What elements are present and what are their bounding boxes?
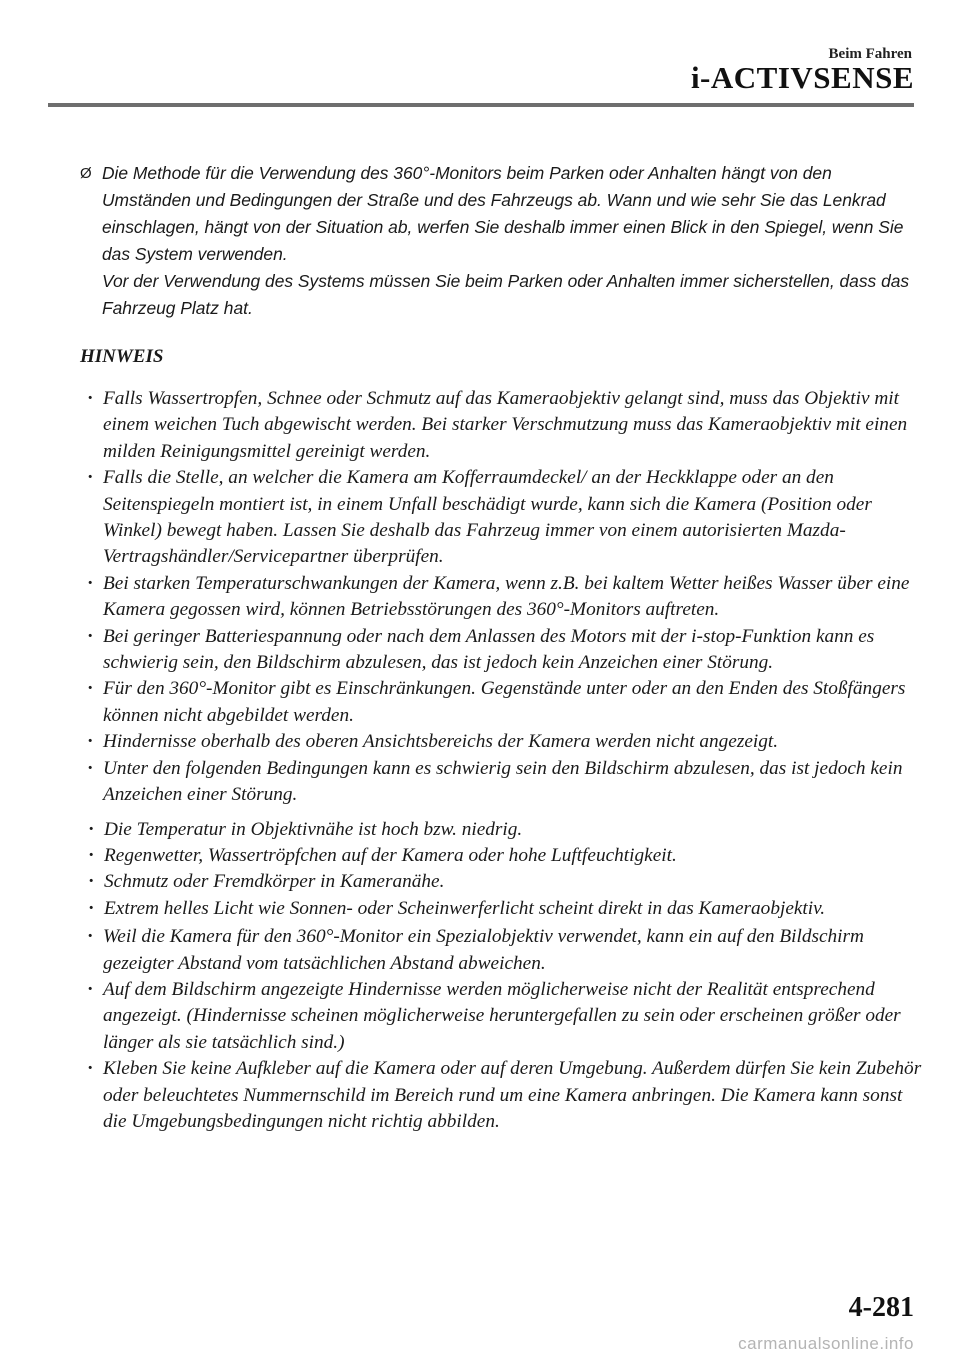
- list-item: · Bei starken Temperaturschwankungen der Kamera, wenn z.B. bei kaltem Wetter heißes Wasser über eine Kamera gegossen wird, können Betriebsstörungen des 360°-Monitors auftreten.: [87, 571, 927, 624]
- chapter-title: i-ACTIVSENSE: [690, 60, 914, 95]
- note-heading: HINWEIS: [80, 346, 164, 367]
- header-rule: [48, 103, 914, 107]
- section-label: Beim Fahren: [828, 46, 912, 62]
- sublist-item: · Die Temperatur in Objektivnähe ist hoch bzw. niedrig.: [88, 817, 927, 843]
- page-header: [0, 0, 960, 110]
- caution-paragraph: Vor der Verwendung des Systems müssen Sie beim Parken oder Anhalten immer sicherstellen, dass das Fahrzeug Platz hat.: [102, 271, 910, 318]
- list-item: · Falls die Stelle, an welcher die Kamera am Kofferraumdeckel/ an der Heckklappe oder an den Seitenspiegeln montiert ist, in einem Unfall beschädigt wurde, kann sich die Kamera (Position oder Winkel) bewegt haben. Lassen Sie deshalb das Fahrzeug immer von einem autorisierten Mazda-Vertragshändler/Servicepartner überprüfen.: [87, 465, 927, 571]
- caution-block: [80, 160, 920, 322]
- list-item: · Kleben Sie keine Aufkleber auf die Kamera oder auf deren Umgebung. Außerdem dürfen Sie kein Zubehör oder beleuchtetes Nummernschild im Bereich rund um eine Kamera anbringen. Die Kamera kann sonst die Umgebungsbedingungen nicht richtig abbilden.: [87, 1056, 927, 1135]
- condition-sublist: [88, 809, 927, 925]
- watermark: carmanualsonline.info: [738, 1334, 914, 1353]
- arrow-marker-icon: Ø: [80, 165, 92, 182]
- sublist-item: · Schmutz oder Fremdkörper in Kameranähe.: [88, 869, 927, 895]
- list-item: · Weil die Kamera für den 360°-Monitor ein Spezialobjektiv verwendet, kann ein auf den Bildschirm gezeigter Abstand vom tatsächlichen Abstand abweichen.: [87, 924, 927, 977]
- caution-paragraph: Die Methode für die Verwendung des 360°-Monitors beim Parken oder Anhalten hängt von den Umständen und Bedingungen der Straße und des Fahrzeugs ab. Wann und wie sehr Sie das Lenkrad einschlagen, hängt von der Situation ab, werfen Sie deshalb immer einen Blick in den Spiegel, wenn Sie das System verwenden.: [102, 163, 904, 264]
- list-item: · Für den 360°-Monitor gibt es Einschränkungen. Gegenstände unter oder an den Enden des Stoßfängers können nicht abgebildet werden.: [87, 676, 927, 729]
- list-item: · Auf dem Bildschirm angezeigte Hindernisse werden möglicherweise nicht der Realität entsprechend angezeigt. (Hindernisse scheinen möglicherweise heruntergefallen zu sein oder erscheinen größer oder länger als sie tatsächlich sind.): [87, 977, 927, 1056]
- sublist-item: · Regenwetter, Wassertröpfchen auf der Kamera oder hohe Luftfeuchtigkeit.: [88, 843, 927, 869]
- sublist-item: · Extrem helles Licht wie Sonnen- oder Scheinwerferlicht scheint direkt in das Kameraobjektiv.: [88, 896, 927, 922]
- list-item: · Hindernisse oberhalb des oberen Ansichtsbereichs der Kamera werden nicht angezeigt.: [87, 729, 927, 755]
- page-number: 4-281: [848, 1292, 914, 1323]
- list-item: · Bei geringer Batteriespannung oder nach dem Anlassen des Motors mit der i-stop-Funktion kann es schwierig sein, den Bildschirm abzulesen, das ist jedoch kein Anzeichen einer Störung.: [87, 624, 927, 677]
- list-item: · Unter den folgenden Bedingungen kann es schwierig sein den Bildschirm abzulesen, das ist jedoch kein Anzeichen einer Störung.: [87, 756, 927, 809]
- list-item: · Falls Wassertropfen, Schnee oder Schmutz auf das Kameraobjektiv gelangt sind, muss das Objektiv mit einem weichen Tuch abgewischt werden. Bei starker Verschmutzung muss das Kameraobjektiv mit einen milden Reinigungsmittel gereinigt werden.: [87, 386, 927, 465]
- note-list: [87, 386, 927, 1135]
